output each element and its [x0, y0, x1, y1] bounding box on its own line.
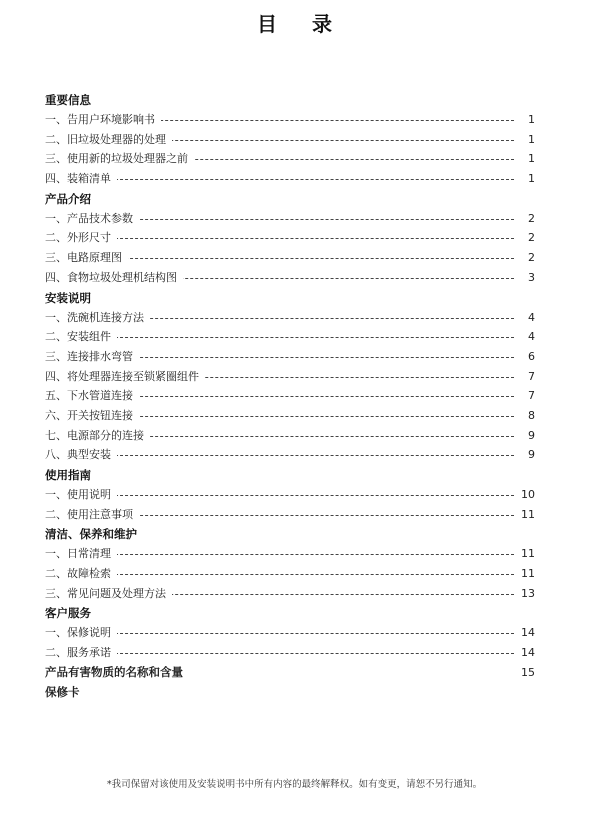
section-heading: 使用指南: [45, 468, 91, 482]
toc-entry[interactable]: [45, 426, 540, 446]
toc-entry[interactable]: [45, 248, 540, 268]
toc-entry[interactable]: [45, 564, 540, 584]
toc-entry-label: 四、将处理器连接至锁紧圈组件: [45, 367, 205, 387]
toc-entry-page: 2: [528, 231, 535, 245]
toc-entry[interactable]: [45, 485, 540, 505]
toc-entry-page: 10: [521, 488, 535, 501]
toc-entry[interactable]: [45, 367, 540, 387]
toc-entry[interactable]: [45, 308, 540, 328]
toc-entry-page: 7: [528, 369, 535, 383]
dot-leader: [105, 258, 514, 259]
toc-entry-page: 4: [528, 330, 535, 344]
dot-leader: [105, 337, 514, 338]
toc-entry-page: 15: [521, 665, 535, 679]
toc-entry[interactable]: [45, 209, 540, 229]
toc-entry[interactable]: [45, 268, 540, 288]
toc-entry[interactable]: [45, 149, 540, 169]
toc-entry-label: 五、下水管道连接: [45, 386, 139, 406]
toc-entry-page: 2: [528, 211, 535, 225]
dot-leader: [105, 554, 514, 555]
toc-entry-page: 4: [528, 310, 535, 324]
dot-leader: [105, 633, 514, 634]
toc-entry-label: 一、保修说明: [45, 623, 117, 643]
table-of-contents: [45, 90, 540, 702]
page-title: 目 录: [257, 12, 346, 36]
dot-leader: [105, 653, 514, 654]
section-heading: 重要信息: [45, 93, 91, 107]
toc-entry[interactable]: [45, 228, 540, 248]
toc-entry[interactable]: [45, 445, 540, 465]
toc-section-entry[interactable]: [45, 663, 540, 683]
toc-entry[interactable]: [45, 130, 540, 150]
toc-entry-page: 11: [521, 547, 535, 561]
toc-entry-label: 二、使用注意事项: [45, 505, 139, 525]
toc-entry-label: 三、电路原理图: [45, 248, 128, 268]
toc-entry-label: 一、告用户环境影响书: [45, 110, 161, 130]
toc-entry[interactable]: [45, 505, 540, 525]
toc-entry-label: 一、使用说明: [45, 485, 117, 505]
toc-entry-label: 八、典型安装: [45, 445, 117, 465]
section-heading: 清洁、保养和维护: [45, 527, 137, 542]
toc-entry-page: 9: [528, 448, 535, 462]
toc-entry-label: 六、开关按钮连接: [45, 406, 139, 426]
toc-entry[interactable]: [45, 584, 540, 604]
dot-leader: [105, 357, 514, 358]
toc-entry-label: 二、外形尺寸: [45, 228, 117, 248]
toc-entry-label: 四、装箱清单: [45, 169, 117, 189]
section-heading: 保修卡: [45, 683, 86, 703]
section-heading: 产品有害物质的名称和含量: [45, 663, 189, 683]
toc-entry-label: 二、故障检索: [45, 564, 117, 584]
dot-leader: [105, 515, 514, 516]
toc-entry-label: 二、服务承诺: [45, 643, 117, 663]
toc-section-entry[interactable]: [45, 683, 540, 703]
dot-leader: [105, 120, 514, 121]
toc-entry-page: 1: [528, 132, 535, 146]
dot-leader: [105, 396, 514, 397]
section-heading: 安装说明: [45, 290, 91, 305]
toc-entry[interactable]: [45, 327, 540, 347]
toc-entry-label: 一、日常清理: [45, 544, 117, 564]
toc-entry-page: 14: [521, 646, 535, 660]
toc-entry[interactable]: [45, 406, 540, 426]
toc-entry-label: 七、电源部分的连接: [45, 426, 150, 446]
toc-entry-page: 6: [528, 349, 535, 363]
dot-leader: [105, 495, 514, 496]
toc-entry[interactable]: [45, 386, 540, 406]
dot-leader: [105, 574, 514, 575]
toc-entry-page: 8: [528, 408, 535, 422]
section-heading: 产品介绍: [45, 191, 91, 206]
toc-entry-page: 1: [528, 152, 535, 166]
footnote: *我司保留对该使用及安装说明书中所有内容的最终解释权。如有变更，请恕不另行通知。: [106, 779, 483, 790]
toc-entry-page: 7: [528, 389, 535, 403]
toc-entry-label: 一、产品技术参数: [45, 209, 139, 229]
section-heading: 客户服务: [45, 606, 91, 621]
toc-entry[interactable]: [45, 643, 540, 663]
toc-entry[interactable]: [45, 347, 540, 367]
dot-leader: [105, 219, 514, 220]
dot-leader: [105, 416, 514, 417]
toc-entry-label: 四、食物垃圾处理机结构图: [45, 268, 183, 288]
toc-entry-label: 一、洗碗机连接方法: [45, 308, 150, 328]
dot-leader: [105, 455, 514, 456]
toc-entry[interactable]: [45, 544, 540, 564]
toc-entry-page: 9: [528, 428, 535, 442]
dot-leader: [105, 238, 514, 239]
toc-entry-page: 1: [528, 113, 535, 126]
toc-entry-label: 三、常见问题及处理方法: [45, 584, 172, 604]
toc-entry-label: 三、连接排水弯管: [45, 347, 139, 367]
toc-entry-page: 11: [521, 567, 535, 581]
toc-entry[interactable]: [45, 169, 540, 189]
toc-entry-page: 14: [521, 626, 535, 640]
toc-entry-page: 1: [528, 172, 535, 186]
dot-leader: [105, 318, 514, 319]
toc-entry-label: 三、使用新的垃圾处理器之前: [45, 149, 194, 169]
toc-entry-page: 2: [528, 251, 535, 265]
toc-entry[interactable]: [45, 623, 540, 643]
dot-leader: [105, 179, 514, 180]
toc-entry-label: 二、旧垃圾处理器的处理: [45, 130, 172, 150]
toc-entry-label: 二、安装组件: [45, 327, 117, 347]
toc-entry-page: 3: [528, 270, 535, 284]
toc-entry[interactable]: [45, 110, 540, 130]
toc-entry-page: 11: [521, 507, 535, 521]
toc-entry-page: 13: [521, 586, 535, 600]
dot-leader: [105, 436, 514, 437]
